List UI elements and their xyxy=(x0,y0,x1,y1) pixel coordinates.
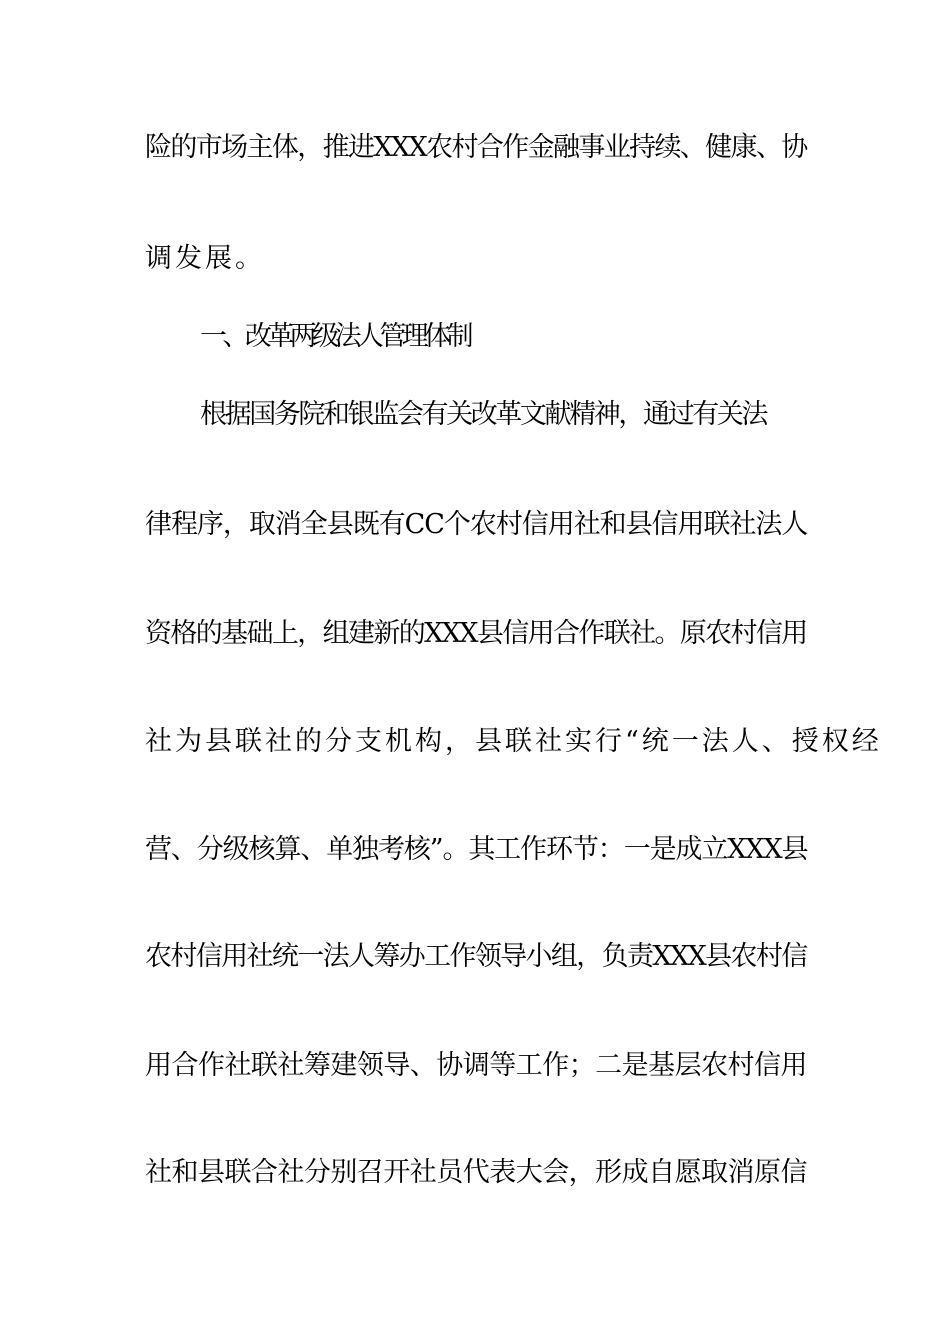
text-line-7: 社为县联社的分支机构，县联社实行“统一法人、授权经 xyxy=(145,726,882,757)
text-line-2: 调发展。 xyxy=(145,243,265,274)
text-line-1: 险的市场主体，推进XXX农村合作金融事业持续、健康、协 xyxy=(145,132,807,163)
text-line-6: 资格的基础上，组建新的XXX县信用合作联社。原农村信用 xyxy=(145,618,807,649)
text-line-4: 根据国务院和银监会有关改革文献精神，通过有关法 xyxy=(200,399,766,430)
section-heading: 一、改革两级法人管理体制 xyxy=(200,321,469,352)
text-line-8: 营、分级核算、单独考核”。其工作环节：一是成立XXX县 xyxy=(145,834,808,865)
text-line-11: 社和县联合社分别召开社员代表大会，形成自愿取消原信 xyxy=(145,1157,807,1188)
text-line-9: 农村信用社统一法人筹办工作领导小组，负责XXX县农村信 xyxy=(145,941,807,972)
text-line-10: 用合作社联社筹建领导、协调等工作；二是基层农村信用 xyxy=(145,1050,807,1081)
text-line-5: 律程序，取消全县既有CC个农村信用社和县信用联社法人 xyxy=(145,509,808,540)
